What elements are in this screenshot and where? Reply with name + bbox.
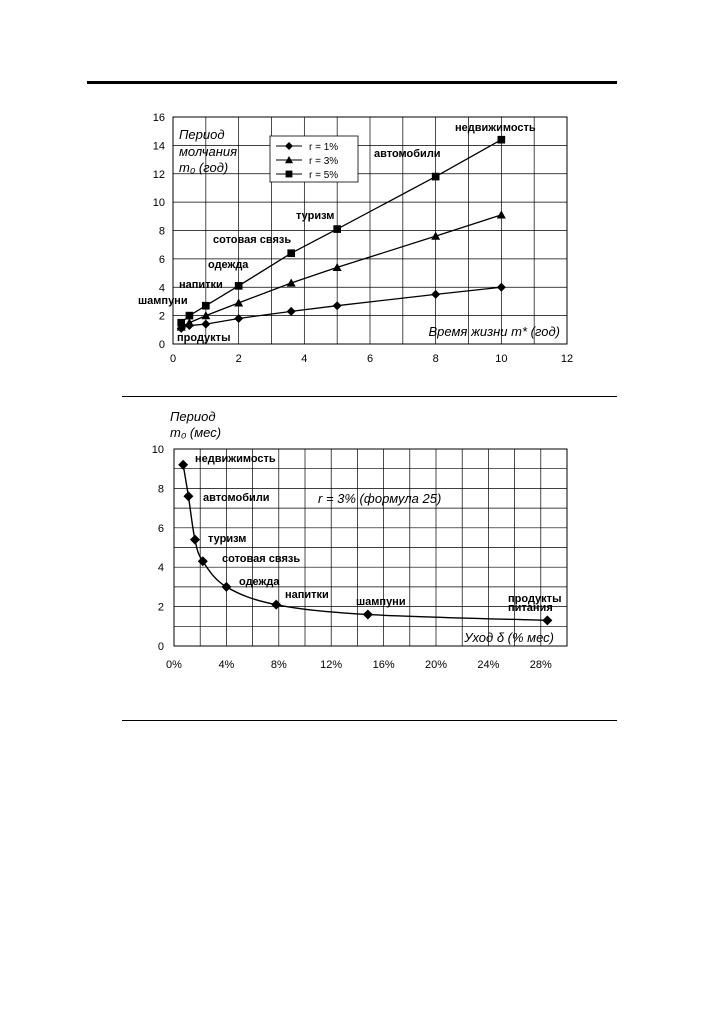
chart2-x-tick-label: 4% — [218, 659, 235, 671]
chart1-data-point — [333, 301, 342, 310]
chart2-y-tick-label: 2 — [157, 601, 164, 614]
chart2-data-point — [542, 615, 552, 625]
chart2-point-label: продукты — [508, 593, 562, 605]
chart1-data-point — [235, 282, 243, 290]
chart2-point-label: одежда — [239, 576, 280, 588]
chart1-x-tick-label: 8 — [432, 353, 439, 365]
chart2-y-tick-label: 10 — [151, 444, 164, 456]
chart1-data-point — [201, 320, 210, 329]
chart1-y-tick-label: 8 — [158, 225, 165, 238]
chart2-point-label: туризм — [208, 533, 247, 545]
chart1-y-axis-title: m₀ (год) — [179, 160, 229, 175]
chart2-formula-annotation: r = 3% (формула 25) — [318, 491, 442, 506]
chart1-data-point — [186, 312, 194, 320]
chart2-x-tick-label: 12% — [320, 659, 343, 671]
chart2-y-tick-label: 4 — [157, 562, 164, 575]
chart2-point-label: питания — [508, 602, 553, 614]
chart1-y-tick-label: 16 — [152, 112, 165, 124]
chart2-y-axis-title: m₀ (мес) — [170, 425, 222, 440]
chart2-x-axis-label: Уход δ (% мес) — [464, 630, 554, 645]
chart2-point-label: автомобили — [203, 492, 270, 504]
chart1-x-tick-label: 2 — [235, 353, 242, 365]
chart2-x-tick-label: 16% — [372, 659, 395, 671]
chart2-data-point — [221, 582, 231, 592]
chart1-annotation: одежда — [208, 259, 249, 271]
chart2-point-label: сотовая связь — [222, 553, 301, 565]
chart2-x-tick-label: 0% — [166, 659, 182, 671]
chart2-point-label: недвижимость — [195, 453, 276, 465]
chart2-point-label: напитки — [285, 589, 329, 601]
chart1-y-tick-label: 0 — [158, 339, 165, 351]
chart1-series-line — [181, 287, 501, 328]
chart2-y-tick-label: 0 — [157, 641, 164, 653]
chart1-data-point — [287, 249, 295, 257]
chart1-data-point — [497, 283, 506, 292]
chart1-x-tick-label: 0 — [169, 353, 177, 365]
chart1-x-tick-label: 10 — [495, 353, 508, 365]
chart1-y-tick-label: 10 — [152, 197, 165, 210]
chart2-x-tick-label: 24% — [477, 659, 500, 671]
chart2-y-axis-title: Период — [170, 409, 216, 424]
chart1-legend-label: r = 1% — [309, 142, 339, 153]
chart1-annotation: напитки — [179, 279, 223, 291]
chart2-y-tick-label: 6 — [157, 522, 164, 535]
chart1-y-axis-title: молчания — [179, 144, 238, 159]
chart1-data-point — [431, 290, 440, 299]
chart1-data-point — [498, 136, 506, 144]
chart2-point-label: шампуни — [356, 596, 406, 608]
chart1-x-axis-label: Время жизни m* (год) — [428, 324, 560, 339]
chart1-annotation: продукты — [177, 332, 231, 344]
chart1-y-tick-label: 6 — [158, 253, 165, 266]
chart1-data-point — [497, 210, 506, 218]
chart2-data-point — [178, 460, 188, 470]
chart1-legend-marker — [286, 171, 293, 178]
chart1-data-point — [201, 311, 210, 319]
chart1-annotation: сотовая связь — [213, 234, 292, 246]
chart2-data-point — [363, 609, 373, 619]
chart1-x-tick-label: 4 — [301, 353, 308, 365]
chart1-data-point — [202, 302, 210, 310]
chart2-data-point — [190, 535, 200, 545]
chart1-annotation: автомобили — [374, 148, 441, 160]
chart2-data-point — [198, 556, 208, 566]
chart2-data-point — [271, 600, 281, 610]
chart1-annotation: туризм — [296, 210, 335, 222]
chart2-data-point — [183, 491, 193, 501]
chart1-data-point — [432, 173, 440, 181]
chart1-legend-label: r = 5% — [309, 170, 339, 181]
chart1-y-axis-title: Период — [179, 127, 225, 142]
chart1-legend-label: r = 3% — [309, 156, 339, 167]
chart2-x-tick-label: 8% — [270, 659, 287, 671]
chart2-x-tick-label: 28% — [529, 659, 552, 671]
chart1-y-tick-label: 14 — [152, 140, 165, 153]
chart2-x-tick-label: 20% — [424, 659, 448, 671]
chart1-annotation: шампуни — [138, 295, 188, 307]
chart1-data-point — [287, 307, 296, 316]
chart1-x-tick-label: 12 — [560, 353, 574, 365]
chart1-data-point — [177, 319, 185, 327]
chart2-y-tick-label: 8 — [157, 483, 164, 496]
chart1-y-tick-label: 2 — [158, 310, 165, 323]
chart1-y-tick-label: 12 — [152, 168, 165, 181]
chart1-data-point — [234, 298, 243, 306]
chart1-data-point — [333, 225, 341, 233]
chart1-y-tick-label: 4 — [158, 282, 165, 295]
chart1-x-tick-label: 6 — [366, 353, 374, 365]
chart1-annotation: недвижимость — [455, 122, 536, 134]
